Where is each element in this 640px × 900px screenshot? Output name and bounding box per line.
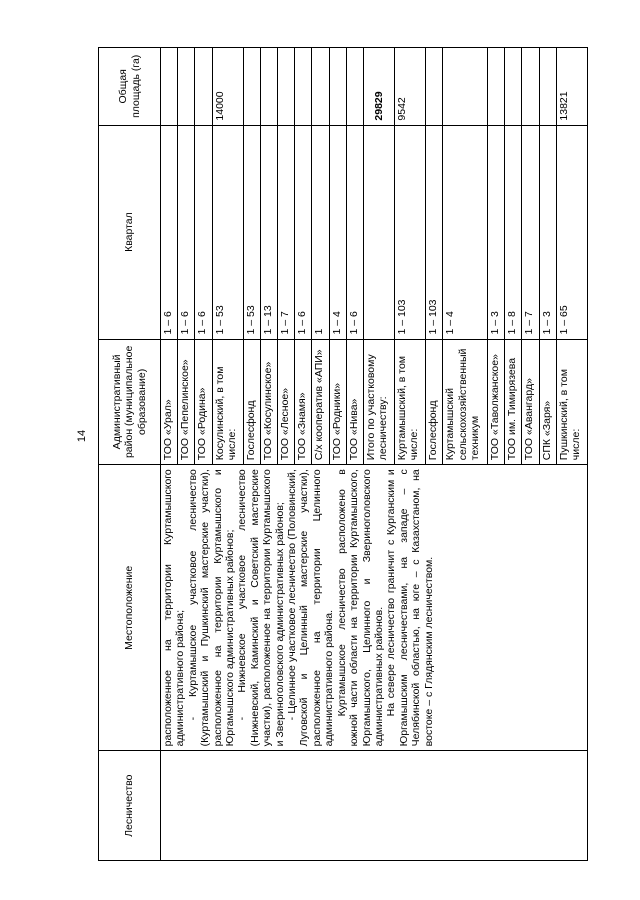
district-cell: ТОО «Урал» — [161, 339, 178, 465]
quarter-cell: 1 – 53 — [212, 125, 243, 339]
header-area: Общая площадь (га) — [99, 48, 161, 126]
quarter-cell: 1 – 6 — [295, 125, 312, 339]
quarter-cell: 1 – 53 — [243, 125, 260, 339]
quarter-cell: 1 – 3 — [539, 125, 556, 339]
quarter-cell: 1 – 103 — [394, 125, 425, 339]
header-forestry: Лесничество — [99, 751, 161, 861]
quarter-cell: 1 – 13 — [260, 125, 277, 339]
district-cell: ТОО «Косулинское» — [260, 339, 277, 465]
quarter-cell: 1 – 6 — [195, 125, 212, 339]
district-cell: ТОО «Знамя» — [295, 339, 312, 465]
district-cell: ТОО «Родина» — [195, 339, 212, 465]
quarter-cell: 1 – 7 — [277, 125, 294, 339]
header-admin-district: Административный район (муниципальное образование) — [99, 339, 161, 465]
page-number: 14 — [76, 429, 88, 443]
district-cell: С/х кооператив «АПИ» — [312, 339, 329, 465]
district-cell: ТОО «Лесное» — [277, 339, 294, 465]
rotated-page — [98, 47, 588, 861]
location-paragraph: расположенное на территории Куртамышского административного района; — [162, 469, 187, 747]
quarter-cell: 1 – 6 — [178, 125, 195, 339]
district-cell: СПК «Заря» — [539, 339, 556, 465]
area-cell — [505, 48, 522, 126]
location-paragraph: - Целинное участковое лесничество (Половинский, Луговской и Целинный мастерские участки), расположенное на территории Целинного административного района. — [286, 469, 336, 747]
district-cell: Куртамышский, в том числе: — [394, 339, 425, 465]
forestry-table — [98, 47, 588, 861]
quarter-cell: 1 – 6 — [346, 125, 363, 339]
area-cell — [346, 48, 363, 126]
district-cell: ТОО «Родники» — [329, 339, 346, 465]
area-cell — [243, 48, 260, 126]
quarter-cell: 1 — [312, 125, 329, 339]
area-cell — [329, 48, 346, 126]
area-cell — [195, 48, 212, 126]
district-cell: Пушкинский, в том числе: — [556, 339, 587, 465]
district-cell: Косулинский, в том числе: — [212, 339, 243, 465]
area-cell — [522, 48, 539, 126]
area-cell: 14000 — [212, 48, 243, 126]
quarter-cell: 1 – 6 — [161, 125, 178, 339]
area-cell: 9542 — [394, 48, 425, 126]
area-cell — [161, 48, 178, 126]
district-cell: ТОО им. Тимирязева — [505, 339, 522, 465]
header-location: Местоположение — [99, 465, 161, 751]
quarter-cell: 1 – 4 — [443, 125, 488, 339]
quarter-cell: 1 – 65 — [556, 125, 587, 339]
quarter-cell: 1 – 103 — [425, 125, 442, 339]
area-cell — [488, 48, 505, 126]
location-paragraph: Куртамышское лесничество расположено в южной части области на территории Куртамышского, Юргамышского, Целинного и Звериноголовского административных районов. — [335, 469, 385, 747]
district-cell: Гослесфонд — [243, 339, 260, 465]
district-cell: ТОО «Авангард» — [522, 339, 539, 465]
location-cell — [161, 465, 588, 751]
forestry-cell — [161, 751, 588, 861]
district-cell: Куртамышский сельскохозяйственный техникум — [443, 339, 488, 465]
quarter-cell: 1 – 7 — [522, 125, 539, 339]
location-paragraph: - Куртамышское участковое лесничество (Куртамышский и Пушкинский мастерские участки), расположенное на территории Куртамышского и Юргамышского административных районов; — [186, 469, 237, 747]
location-paragraph: На севере лесничество граничит с Курганским и Юргамышским лесничествами, на западе – с Челябинской областью, на юге – с Казахстаном, на востоке – с Глядянским лесничеством. — [385, 469, 435, 747]
district-cell: ТОО «Нива» — [346, 339, 363, 465]
area-cell — [295, 48, 312, 126]
area-cell: 13821 — [556, 48, 587, 126]
table-row — [161, 48, 178, 861]
area-cell — [178, 48, 195, 126]
area-cell — [260, 48, 277, 126]
header-row — [99, 48, 161, 861]
area-cell — [277, 48, 294, 126]
location-paragraph: - Нижневское участковое лесничество (Нижневский, Каминский и Советский мастерские участки), расположенное на территории Куртамышского и Звериноголовского административных районов; — [236, 469, 286, 747]
district-cell: Гослесфонд — [425, 339, 442, 465]
area-cell — [312, 48, 329, 126]
quarter-cell: 1 – 8 — [505, 125, 522, 339]
quarter-cell — [363, 125, 394, 339]
quarter-cell: 1 – 4 — [329, 125, 346, 339]
district-cell: ТОО «Таволжанское» — [488, 339, 505, 465]
header-quarter: Квартал — [99, 125, 161, 339]
area-total-cell: 29829 — [363, 48, 394, 126]
area-cell — [539, 48, 556, 126]
area-cell — [425, 48, 442, 126]
quarter-cell: 1 – 3 — [488, 125, 505, 339]
area-cell — [443, 48, 488, 126]
district-cell: ТОО «Пепелинское» — [178, 339, 195, 465]
district-cell: Итого по участковому лесничеству: — [363, 339, 394, 465]
